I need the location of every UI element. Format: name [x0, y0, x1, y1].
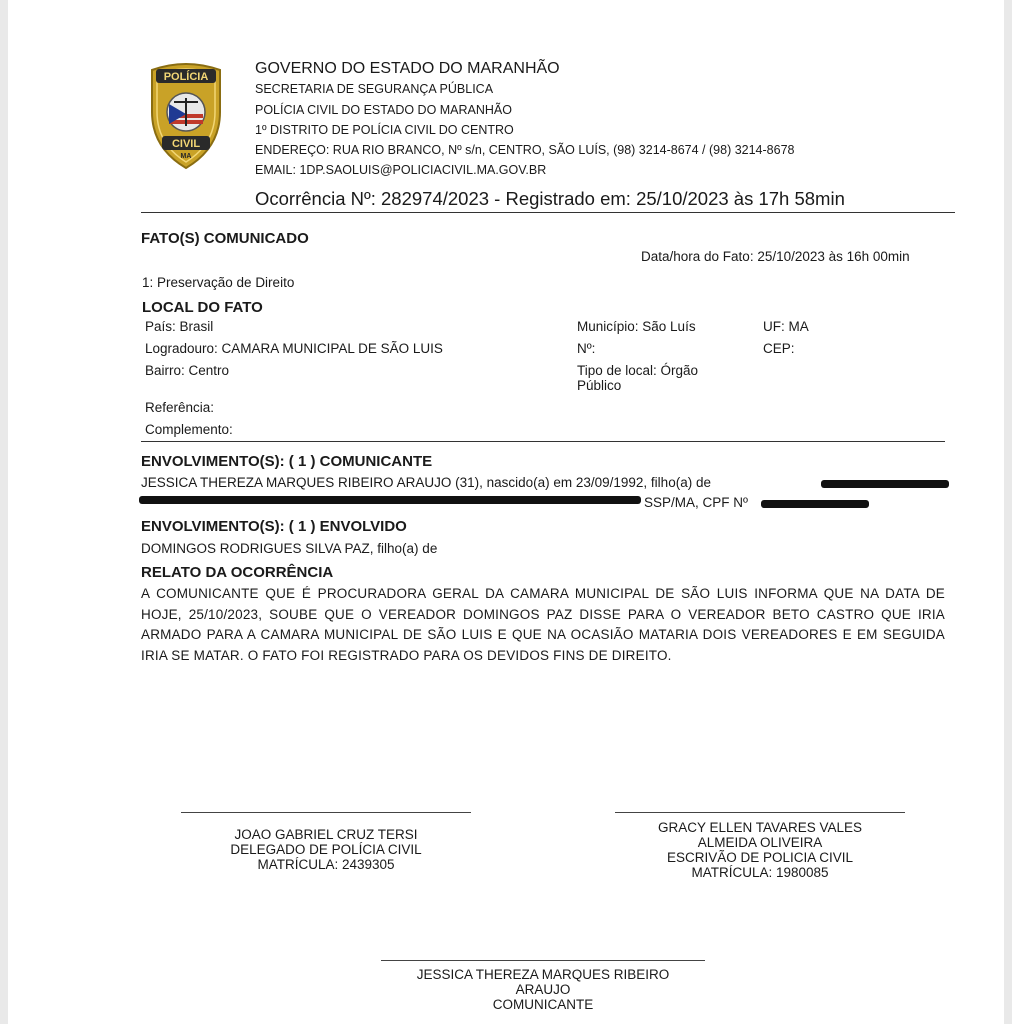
header-distrito: 1º DISTRITO DE POLÍCIA CIVIL DO CENTRO [255, 123, 514, 137]
document-page [8, 0, 1004, 1024]
local-numero: Nº: [577, 341, 596, 356]
fatos-heading: FATO(S) COMUNICADO [141, 230, 309, 247]
local-divider [141, 441, 945, 442]
redaction-bar [821, 480, 949, 488]
header-title: GOVERNO DO ESTADO DO MARANHÃO [255, 60, 560, 77]
envolvido-heading: ENVOLVIMENTO(S): ( 1 ) ENVOLVIDO [141, 518, 407, 535]
local-heading: LOCAL DO FATO [142, 299, 263, 316]
signature-delegado [181, 827, 471, 872]
comunicante-line2: SSP/MA, CPF Nº [644, 495, 748, 510]
delegado-matricula: MATRÍCULA: 2439305 [257, 857, 395, 872]
header-secretaria: SECRETARIA DE SEGURANÇA PÚBLICA [255, 82, 494, 96]
header-email: EMAIL: 1DP.SAOLUIS@POLICIACIVIL.MA.GOV.BR [255, 163, 547, 177]
police-civil-badge-icon [146, 60, 226, 170]
signature-comunicante [381, 967, 705, 1012]
signature-line-delegado [181, 812, 471, 813]
comunicante-heading: ENVOLVIMENTO(S): ( 1 ) COMUNICANTE [141, 453, 433, 470]
local-complemento: Complemento: [145, 422, 233, 437]
escrivao-matricula: MATRÍCULA: 1980085 [691, 865, 829, 880]
badge-top-text: POLÍCIA [163, 71, 209, 83]
signature-escrivao [615, 820, 905, 880]
local-municipio: Município: São Luís [577, 319, 696, 334]
local-tipo-1: Tipo de local: Órgão [577, 363, 699, 378]
fato-datetime: Data/hora do Fato: 25/10/2023 às 16h 00min [641, 249, 910, 264]
signature-line-comunicante [381, 960, 705, 961]
escrivao-name-1: GRACY ELLEN TAVARES VALES [657, 820, 863, 835]
delegado-name: JOAO GABRIEL CRUZ TERSI [234, 827, 418, 842]
occurrence-number: Ocorrência Nº: 282974/2023 - Registrado em: 25/10/2023 às 17h 58min [255, 188, 845, 209]
redaction-bar [139, 496, 641, 504]
comunicante-sig-name-1: JESSICA THEREZA MARQUES RIBEIRO [416, 967, 670, 982]
local-cep: CEP: [763, 341, 795, 356]
header-endereco: ENDEREÇO: RUA RIO BRANCO, Nº s/n, CENTRO, SÃO LUÍS, (98) 3214-8674 / (98) 3214-8678 [255, 143, 795, 157]
signature-line-escrivao [615, 812, 905, 813]
delegado-role: DELEGADO DE POLÍCIA CIVIL [230, 842, 422, 857]
fato-item: 1: Preservação de Direito [142, 275, 295, 290]
local-tipo-2: Público [577, 378, 622, 393]
escrivao-name-2: ALMEIDA OLIVEIRA [697, 835, 823, 850]
comunicante-line1: JESSICA THEREZA MARQUES RIBEIRO ARAUJO (31), nascido(a) em 23/09/1992, filho(a) de [141, 475, 711, 490]
escrivao-role: ESCRIVÃO DE POLICIA CIVIL [666, 850, 854, 865]
relato-text: A COMUNICANTE QUE É PROCURADORA GERAL DA CAMARA MUNICIPAL DE SÃO LUIS INFORMA QUE NA DATA DE HOJE, 25/10/2023, SOUBE QUE O VEREADOR DOMINGOS PAZ DISSE PARA O VEREADOR BETO CASTRO QUE IRIA ARMADO PARA A CAMARA MUNICIPAL DE SÃO LUIS E QUE NA OCASIÃO MATARIA DOIS VEREADORES E EM SEGUIDA IRIA SE MATAR. O FATO FOI REGISTRADO PARA OS DEVIDOS FINS DE DIREITO. [141, 586, 945, 663]
header-policia: POLÍCIA CIVIL DO ESTADO DO MARANHÃO [255, 103, 512, 117]
redaction-bar [761, 500, 869, 508]
badge-bottom-text: CIVIL [171, 138, 201, 150]
local-uf: UF: MA [763, 319, 809, 334]
local-pais: País: Brasil [145, 319, 214, 334]
comunicante-sig-role: COMUNICANTE [492, 997, 594, 1012]
envolvido-line: DOMINGOS RODRIGUES SILVA PAZ, filho(a) de [141, 541, 438, 556]
comunicante-sig-name-2: ARAUJO [515, 982, 571, 997]
header-divider [141, 212, 955, 213]
local-bairro: Bairro: Centro [145, 363, 230, 378]
local-logradouro: Logradouro: CAMARA MUNICIPAL DE SÃO LUIS [145, 341, 443, 356]
local-referencia: Referência: [145, 400, 215, 415]
badge-state-text: MA [180, 153, 192, 160]
relato-heading: RELATO DA OCORRÊNCIA [141, 564, 334, 581]
